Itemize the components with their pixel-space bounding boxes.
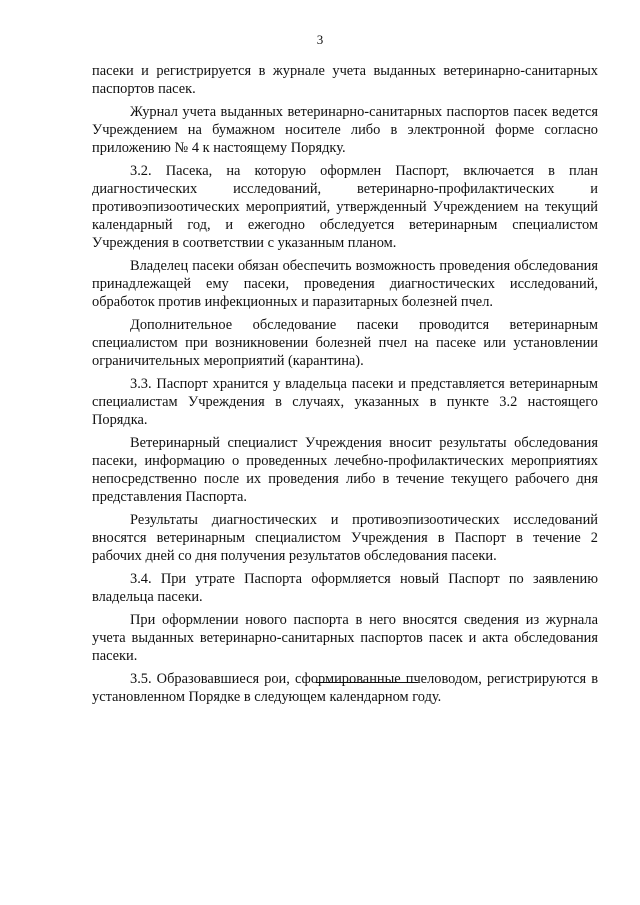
paragraph: 3.5. Образовавшиеся рои, сформированные пчеловодом, регистрируются в установленном Порядке в следующем календарном году. — [92, 671, 598, 705]
paragraph: Владелец пасеки обязан обеспечить возможность проведения обследования принадлежащей ему пасеки, проведения диагностических исследований, обработок против инфекционных и паразитарных болезней пчел. — [92, 258, 598, 310]
paragraph: При оформлении нового паспорта в него вносятся сведения из журнала учета выданных ветеринарно-санитарных паспортов пасек и акта обследования пасеки. — [92, 612, 598, 664]
end-of-document-rule — [316, 682, 418, 683]
paragraph: 3.3. Паспорт хранится у владельца пасеки и представляется ветеринарным специалистам Учреждения в случаях, указанных в пункте 3.2 настоящего Порядка. — [92, 376, 598, 428]
document-body — [92, 62, 598, 711]
page-number: 3 — [316, 32, 324, 47]
paragraph: Дополнительное обследование пасеки проводится ветеринарным специалистом при возникновении болезней пчел на пасеке или установлении ограничительных мероприятий (карантина). — [92, 317, 598, 369]
paragraph: Ветеринарный специалист Учреждения вносит результаты обследования пасеки, информацию о проведенных лечебно-профилактических мероприятиях непосредственно после их проведения либо в течение текущего рабочего дня представления Паспорта. — [92, 435, 598, 505]
paragraph: Журнал учета выданных ветеринарно-санитарных паспортов пасек ведется Учреждением на бумажном носителе либо в электронной форме согласно приложению № 4 к настоящему Порядку. — [92, 104, 598, 156]
paragraph: 3.2. Пасека, на которую оформлен Паспорт, включается в план диагностических исследований, ветеринарно-профилактических и противоэпизоотических мероприятий, утвержденный Учреждением на текущий календарный год, и ежегодно обследуется ветеринарным специалистом Учреждения в соответствии с указанным планом. — [92, 163, 598, 251]
paragraph: 3.4. При утрате Паспорта оформляется новый Паспорт по заявлению владельца пасеки. — [92, 571, 598, 605]
paragraph: Результаты диагностических и противоэпизоотических исследований вносятся ветеринарным специалистом Учреждения в Паспорт в течение 2 рабочих дней со дня получения результатов обследования пасеки. — [92, 512, 598, 564]
paragraph: пасеки и регистрируется в журнале учета выданных ветеринарно-санитарных паспортов пасек. — [92, 63, 598, 97]
